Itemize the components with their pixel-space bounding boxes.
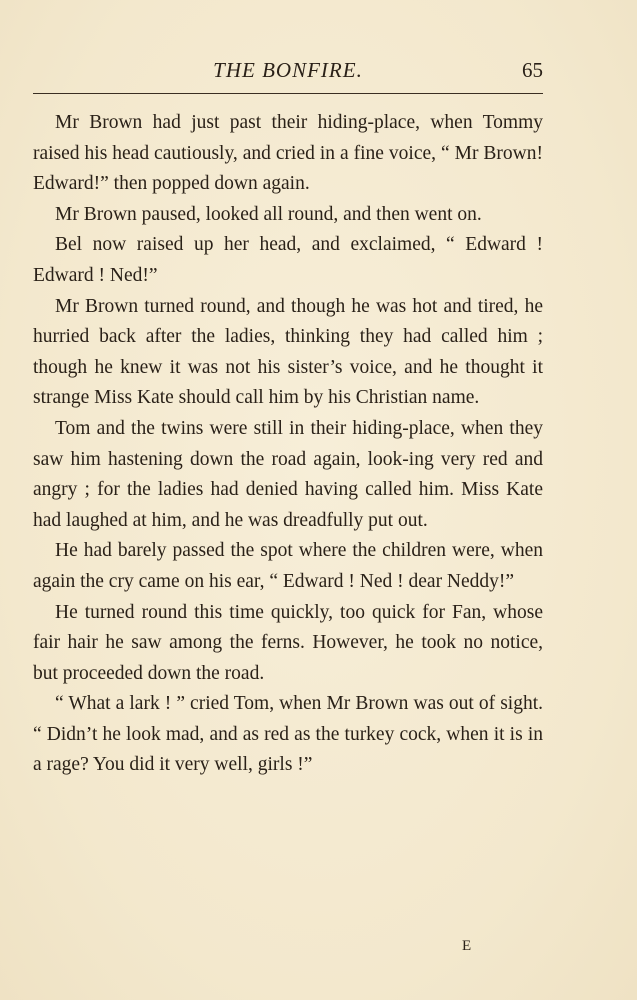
paragraph: “ What a lark ! ” cried Tom, when Mr Brown was out of sight. “ Didn’t he look mad, and as red as the turkey cock, when it is in a rage? You did it very well, girls !” xyxy=(33,693,543,776)
signature-mark: E xyxy=(462,938,473,954)
paragraph: Mr Brown turned round, and though he was hot and tired, he hurried back after the ladies, thinking they had called him ; though he knew it was not his sister’s voice, and he thought it strange Miss Kate should call him by his Christian name. xyxy=(33,295,543,409)
page-number: 65 xyxy=(522,58,543,82)
paragraph: He turned round this time quickly, too quick for Fan, whose fair hair he saw among the ferns. However, he took no notice, but proceeded down the road. xyxy=(33,601,543,684)
paragraph: Mr Brown had just past their hiding-place, when Tommy raised his head cautiously, and cried in a fine voice, “ Mr Brown! Edward!” then popped down again. xyxy=(33,112,543,195)
running-head xyxy=(33,58,543,86)
running-title: THE BONFIRE. xyxy=(213,58,363,82)
body-text xyxy=(33,108,543,781)
paragraph: Mr Brown paused, looked all round, and then went on. xyxy=(55,203,482,225)
paragraph: He had barely passed the spot where the children were, when again the cry came on his ear, “ Edward ! Ned ! dear Neddy!” xyxy=(33,540,543,592)
header-rule xyxy=(33,93,543,94)
paragraph: Tom and the twins were still in their hiding-place, when they saw him hastening down the road again, look-ing very red and angry ; for the ladies had denied having called him. Miss Kate had laughed at him, and he was dreadfully put out. xyxy=(33,417,543,531)
paragraph: Bel now raised up her head, and exclaimed, “ Edward ! Edward ! Ned!” xyxy=(33,234,543,286)
